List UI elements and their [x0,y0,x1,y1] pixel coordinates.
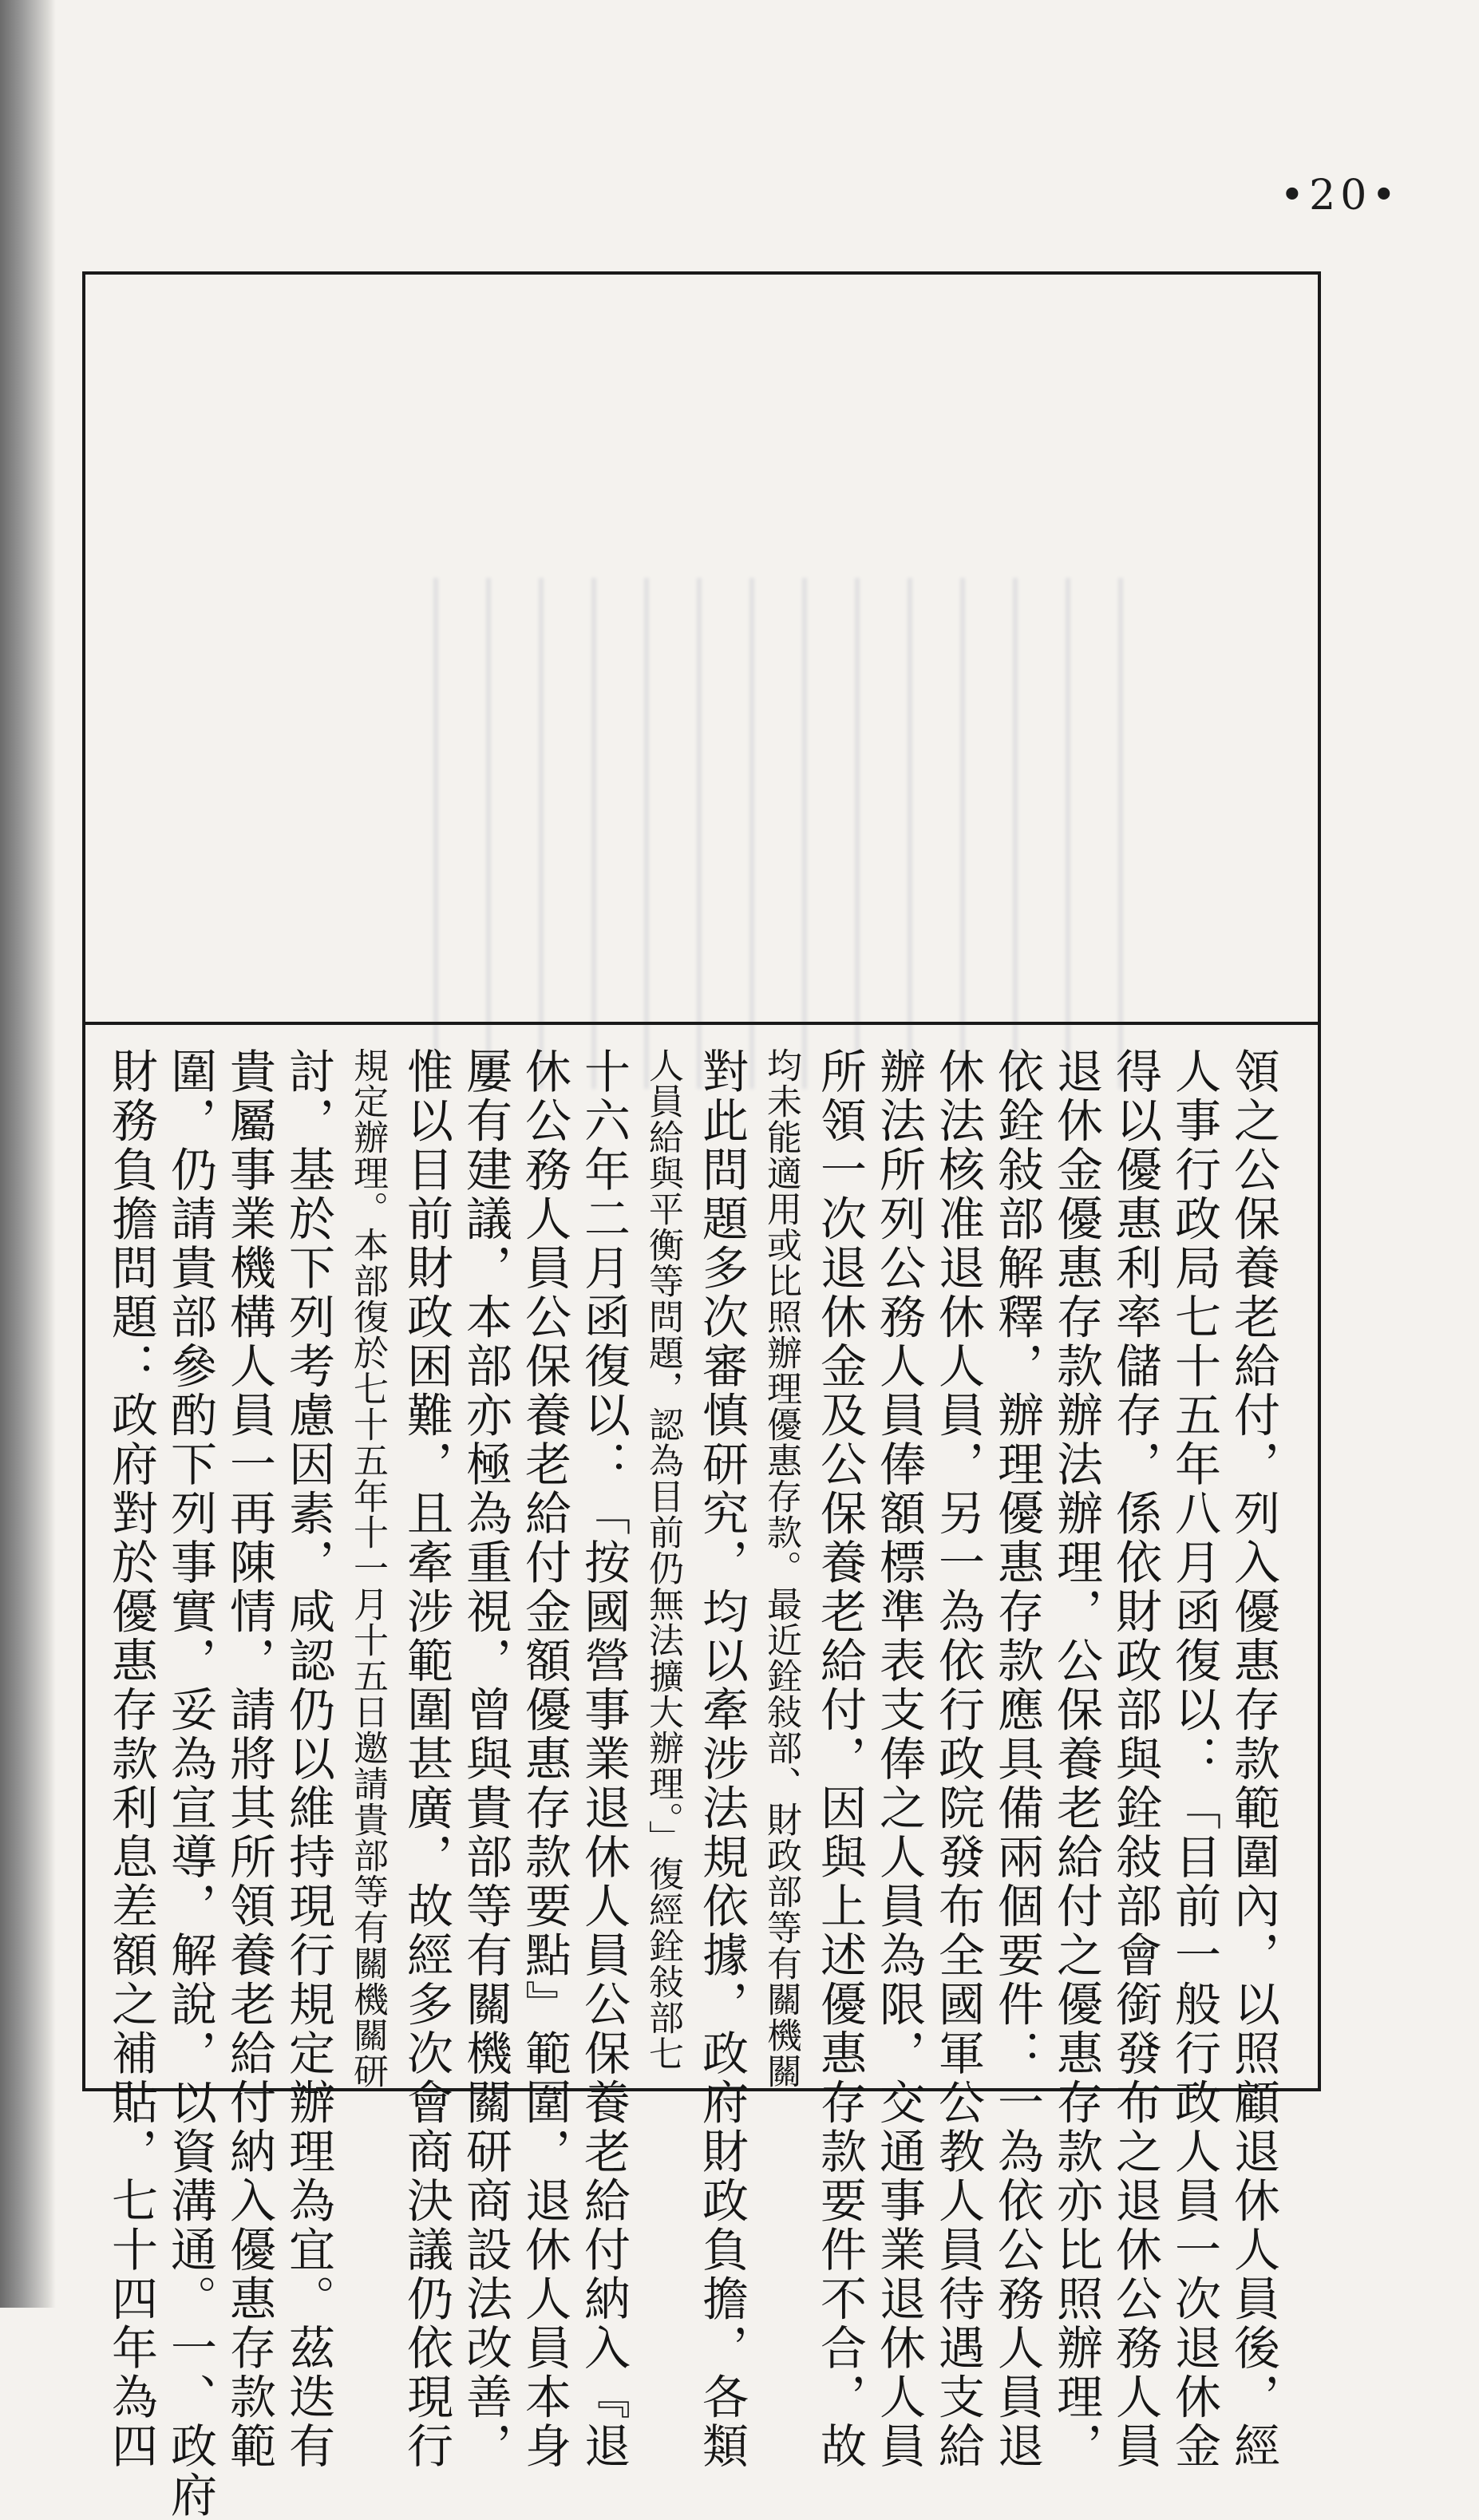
text-line: 十六年二月函復以：「按國營事業退休人員公保養老給付納入『退 [576,1047,631,2471]
show-through-bleed [421,578,1123,1089]
book-binding-shadow [0,0,56,2308]
text-line: 得以優惠利率儲存，係依財政部與銓敍部會銜發布之退休公務人員 [1108,1047,1162,2471]
text-line: 休公務人員公保養老給付金額優惠存款要點』範圍，退休人員本身 [517,1047,571,2471]
text-line: 領之公保養老給付，列入優惠存款範圍內，以照顧退休人員後，經 [1226,1047,1280,2471]
text-line: 人事行政局七十五年八月函復以：「目前一般行政人員一次退休金 [1167,1047,1221,2471]
text-line: 所領一次退休金及公保養老給付，因與上述優惠存款要件不合，故 [813,1047,867,2471]
page-number: •20• [1279,172,1401,220]
text-line: 辦法所列公務人員俸額標準表支俸之人員為限，交通事業退休人員 [872,1047,926,2471]
text-line: 規定辦理。本部復於七十五年十一月十五日邀請貴部等有關機關研 [347,1047,388,2089]
text-line: 貴屬事業機構人員一再陳情，請將其所領養老給付納入優惠存款範 [222,1047,276,2471]
text-line: 屢有建議，本部亦極為重視，曾與貴部等有關機關研商設法改善， [458,1047,512,2471]
text-line: 人員給與平衡等問題，認為目前仍無法擴大辦理。」復經銓敍部七 [643,1047,683,2071]
text-line: 均未能適用或比照辦理優惠存款。最近銓敍部、財政部等有關機關 [761,1047,801,2089]
text-line: 財務負擔問題：政府對於優惠存款利息差額之補貼，七十四年為四 [104,1047,158,2471]
text-line: 惟以目前財政困難，且牽涉範圍甚廣，故經多次會商決議仍依現行 [399,1047,453,2471]
body-text [104,1047,1283,2520]
page-frame [82,271,1321,2520]
text-line: 討，基於下列考慮因素，咸認仍以維持現行規定辦理為宜。茲迭有 [281,1047,335,2471]
text-line: 圍，仍請貴部參酌下列事實，妥為宣導，解說，以資溝通。一、政府 [163,1047,217,2520]
text-line: 對此問題多次審慎研究，均以牽涉法規依據，政府財政負擔，各類 [694,1047,749,2471]
text-line: 休法核准退休人員，另一為依行政院發布全國軍公教人員待遇支給 [931,1047,985,2471]
frame-divider [85,1022,1318,1025]
text-line: 依銓敍部解釋，辦理優惠存款應具備兩個要件：一為依公務人員退 [990,1047,1044,2471]
text-line: 退休金優惠存款辦法辦理，公保養老給付之優惠存款亦比照辦理， [1049,1047,1103,2471]
